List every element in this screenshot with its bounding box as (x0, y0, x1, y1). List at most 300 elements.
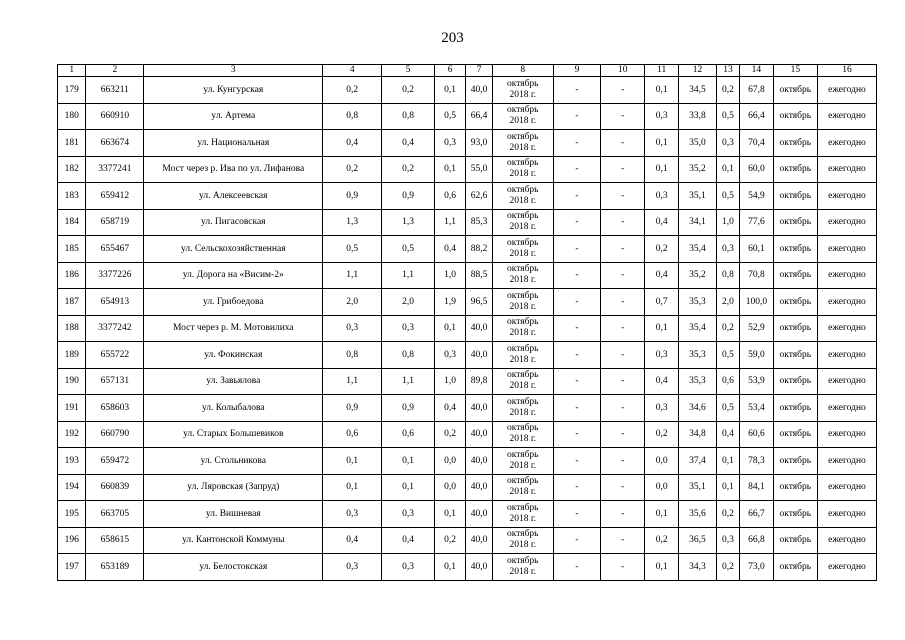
table-cell: 0,1 (716, 156, 739, 183)
table-cell: 40,0 (466, 501, 492, 528)
table-cell: ул. Алексеевская (144, 183, 323, 210)
header-cell: 14 (740, 65, 774, 77)
table-cell: 0,0 (645, 448, 679, 475)
table-cell: 1,1 (434, 209, 466, 236)
table-cell: 67,8 (740, 77, 774, 104)
table-cell: 53,9 (740, 368, 774, 395)
table-cell: 60,0 (740, 156, 774, 183)
month-label: октябрь (506, 449, 539, 460)
table-cell: 0,8 (323, 103, 382, 130)
month-label: октябрь (506, 158, 539, 169)
header-cell: 4 (323, 65, 382, 77)
table-cell: 93,0 (466, 130, 492, 157)
table-cell: 0,3 (645, 103, 679, 130)
table-cell: 192 (58, 421, 86, 448)
table-cell: 663705 (86, 501, 144, 528)
table-cell: 0,3 (382, 554, 435, 581)
table-cell: 0,9 (323, 183, 382, 210)
table-cell: 53,4 (740, 395, 774, 422)
table-cell (492, 395, 553, 422)
table-cell: - (601, 342, 645, 369)
table-row (58, 183, 877, 210)
table-cell: 0,4 (323, 130, 382, 157)
table-cell: 193 (58, 448, 86, 475)
table-cell: - (553, 103, 600, 130)
table-cell: 0,4 (645, 368, 679, 395)
year-label: 2018 г. (509, 222, 537, 233)
table-cell: - (553, 501, 600, 528)
table-cell: 34,8 (679, 421, 717, 448)
year-label: 2018 г. (509, 487, 537, 498)
table-cell: ул. Белостокская (144, 554, 323, 581)
table-cell: 0,6 (323, 421, 382, 448)
table-cell: 54,9 (740, 183, 774, 210)
month-label: октябрь (506, 502, 539, 513)
month-label: октябрь (506, 396, 539, 407)
header-cell: 16 (817, 65, 876, 77)
header-cell: 1 (58, 65, 86, 77)
table-cell: ул. Кантонской Коммуны (144, 527, 323, 554)
table-cell: 0,3 (645, 342, 679, 369)
table-cell: ежегодно (817, 501, 876, 528)
table-cell: - (553, 474, 600, 501)
table-cell: 0,1 (645, 156, 679, 183)
table-cell: 0,2 (716, 554, 739, 581)
table-cell: 35,3 (679, 342, 717, 369)
table-cell: 188 (58, 315, 86, 342)
year-label: 2018 г. (509, 407, 537, 418)
table-row (58, 103, 877, 130)
table-cell (492, 156, 553, 183)
table-cell: - (601, 368, 645, 395)
table-cell: - (553, 156, 600, 183)
table-cell: 0,6 (434, 183, 466, 210)
table-cell: 1,0 (434, 262, 466, 289)
table-cell: 663211 (86, 77, 144, 104)
table-row (58, 209, 877, 236)
table-cell: - (601, 236, 645, 263)
table-cell: 194 (58, 474, 86, 501)
header-cell: 7 (466, 65, 492, 77)
table-cell: - (601, 183, 645, 210)
table-row (58, 368, 877, 395)
table-cell: 2,0 (382, 289, 435, 316)
table-cell: 40,0 (466, 77, 492, 104)
month-label: октябрь (506, 237, 539, 248)
table-cell: 33,8 (679, 103, 717, 130)
table-cell: 52,9 (740, 315, 774, 342)
header-cell: 2 (86, 65, 144, 77)
table-cell (492, 501, 553, 528)
table-cell: - (601, 421, 645, 448)
table-cell: 40,0 (466, 342, 492, 369)
table-cell: ежегодно (817, 183, 876, 210)
table-row (58, 289, 877, 316)
table-cell: 0,5 (716, 395, 739, 422)
table-row (58, 474, 877, 501)
table-cell: 187 (58, 289, 86, 316)
table-cell: 659412 (86, 183, 144, 210)
table-cell: 40,0 (466, 554, 492, 581)
table-cell (492, 421, 553, 448)
month-label: октябрь (506, 370, 539, 381)
table-cell: - (601, 130, 645, 157)
table-cell: 0,4 (645, 209, 679, 236)
table-cell: 0,2 (434, 421, 466, 448)
table-cell: 70,8 (740, 262, 774, 289)
table-cell: - (553, 315, 600, 342)
table-cell: 2,0 (323, 289, 382, 316)
year-label: 2018 г. (509, 566, 537, 577)
table-cell: ул. Стольникова (144, 448, 323, 475)
table-cell: 658603 (86, 395, 144, 422)
table-cell: 35,3 (679, 289, 717, 316)
table-cell: 1,1 (382, 368, 435, 395)
table-cell: 3377226 (86, 262, 144, 289)
table-row (58, 156, 877, 183)
table-cell: 0,4 (382, 527, 435, 554)
table-cell: 0,1 (716, 474, 739, 501)
table-cell: - (601, 77, 645, 104)
table-cell (492, 368, 553, 395)
table-cell: 0,0 (645, 474, 679, 501)
table-cell: 0,1 (323, 448, 382, 475)
table-cell: - (553, 448, 600, 475)
table-cell: 0,2 (323, 77, 382, 104)
table-cell: - (601, 448, 645, 475)
table-cell: - (553, 130, 600, 157)
year-label: 2018 г. (509, 89, 537, 100)
month-label: октябрь (506, 317, 539, 328)
table-row (58, 262, 877, 289)
table-cell: - (553, 183, 600, 210)
table-cell: 1,1 (323, 262, 382, 289)
header-cell: 6 (434, 65, 466, 77)
table-row (58, 421, 877, 448)
table-row (58, 77, 877, 104)
table-cell: 0,0 (434, 448, 466, 475)
table-cell: 0,5 (716, 103, 739, 130)
table-cell: 657131 (86, 368, 144, 395)
table-cell: 0,1 (434, 554, 466, 581)
table-cell: - (553, 527, 600, 554)
table-cell: 66,7 (740, 501, 774, 528)
table-cell: 34,6 (679, 395, 717, 422)
table-cell: 0,3 (323, 501, 382, 528)
table-cell: 0,2 (434, 527, 466, 554)
month-label: октябрь (506, 78, 539, 89)
table-cell: ул. Старых Большевиков (144, 421, 323, 448)
table-cell: 35,3 (679, 368, 717, 395)
year-label: 2018 г. (509, 301, 537, 312)
table-cell: 0,1 (645, 501, 679, 528)
table-cell: 40,0 (466, 315, 492, 342)
table-cell: 66,8 (740, 527, 774, 554)
table-cell: ул. Вишневая (144, 501, 323, 528)
table-cell: ежегодно (817, 262, 876, 289)
table-cell: 62,6 (466, 183, 492, 210)
table-cell: - (553, 368, 600, 395)
table-cell: ежегодно (817, 448, 876, 475)
table-row (58, 527, 877, 554)
table-cell: 35,2 (679, 156, 717, 183)
table-cell (492, 554, 553, 581)
table-cell: - (553, 77, 600, 104)
table-cell: 70,4 (740, 130, 774, 157)
table-cell: 1,9 (434, 289, 466, 316)
table-cell: 0,5 (716, 342, 739, 369)
month-label: октябрь (506, 264, 539, 275)
year-label: 2018 г. (509, 275, 537, 286)
header-cell: 12 (679, 65, 717, 77)
table-cell: 0,3 (323, 315, 382, 342)
month-label: октябрь (506, 555, 539, 566)
table-cell: Мост через р. Ива по ул. Лифанова (144, 156, 323, 183)
table-cell: 35,6 (679, 501, 717, 528)
table-cell: 59,0 (740, 342, 774, 369)
table-cell: 0,1 (716, 448, 739, 475)
table-cell: 186 (58, 262, 86, 289)
table-cell: ежегодно (817, 130, 876, 157)
table-cell: октябрь (773, 554, 817, 581)
table-cell: 0,2 (323, 156, 382, 183)
table-row (58, 448, 877, 475)
month-label: октябрь (506, 211, 539, 222)
table-cell: 184 (58, 209, 86, 236)
table-cell: 1,0 (434, 368, 466, 395)
header-cell: 10 (601, 65, 645, 77)
table-cell: октябрь (773, 289, 817, 316)
table-row (58, 236, 877, 263)
table-cell: 660839 (86, 474, 144, 501)
table-cell: - (601, 315, 645, 342)
table-cell: 40,0 (466, 395, 492, 422)
table-cell: октябрь (773, 130, 817, 157)
table-cell: 183 (58, 183, 86, 210)
table-cell: 0,1 (645, 77, 679, 104)
table-cell: 73,0 (740, 554, 774, 581)
table-cell: 0,1 (434, 501, 466, 528)
table-cell: октябрь (773, 448, 817, 475)
header-cell: 3 (144, 65, 323, 77)
table-cell: 0,8 (716, 262, 739, 289)
table-cell: 0,6 (382, 421, 435, 448)
table-cell: 660910 (86, 103, 144, 130)
table-cell: ул. Завьялова (144, 368, 323, 395)
table-cell: 185 (58, 236, 86, 263)
table-cell: 40,0 (466, 527, 492, 554)
table-cell: ежегодно (817, 368, 876, 395)
table-cell: 55,0 (466, 156, 492, 183)
table-cell: ул. Фокинская (144, 342, 323, 369)
table-cell: октябрь (773, 395, 817, 422)
table-cell: 0,3 (645, 183, 679, 210)
table-cell: 0,4 (434, 236, 466, 263)
table-cell: 0,8 (323, 342, 382, 369)
header-cell: 15 (773, 65, 817, 77)
year-label: 2018 г. (509, 142, 537, 153)
table-cell: октябрь (773, 474, 817, 501)
table-cell: ежегодно (817, 554, 876, 581)
table-cell: ул. Ляровская (Запруд) (144, 474, 323, 501)
table-cell: - (553, 342, 600, 369)
header-cell: 9 (553, 65, 600, 77)
year-label: 2018 г. (509, 540, 537, 551)
header-cell: 13 (716, 65, 739, 77)
table-cell: - (553, 421, 600, 448)
table-cell (492, 183, 553, 210)
table-cell: ежегодно (817, 342, 876, 369)
table-cell: 180 (58, 103, 86, 130)
table-cell: ежегодно (817, 395, 876, 422)
year-label: 2018 г. (509, 381, 537, 392)
table-cell: 0,5 (382, 236, 435, 263)
table-cell: ежегодно (817, 474, 876, 501)
table-cell: 0,1 (382, 448, 435, 475)
table-cell: 0,2 (716, 77, 739, 104)
table-cell: ежегодно (817, 236, 876, 263)
table-cell: 1,3 (323, 209, 382, 236)
table-cell: 655467 (86, 236, 144, 263)
table-cell: 179 (58, 77, 86, 104)
table-cell: - (601, 501, 645, 528)
table-cell: - (601, 103, 645, 130)
table-cell: 0,2 (645, 527, 679, 554)
table-cell: 3377242 (86, 315, 144, 342)
table-cell: октябрь (773, 421, 817, 448)
table-cell: 196 (58, 527, 86, 554)
header-cell: 8 (492, 65, 553, 77)
table-cell: 1,0 (716, 209, 739, 236)
table-cell: ежегодно (817, 421, 876, 448)
table-cell: октябрь (773, 77, 817, 104)
table-cell: 0,1 (434, 315, 466, 342)
table-cell: 0,4 (716, 421, 739, 448)
year-label: 2018 г. (509, 248, 537, 259)
table-cell: 0,1 (645, 130, 679, 157)
table-cell: 0,1 (382, 474, 435, 501)
year-label: 2018 г. (509, 116, 537, 127)
table-cell (492, 262, 553, 289)
table-cell: 0,7 (645, 289, 679, 316)
table-cell: 40,0 (466, 474, 492, 501)
table-cell: октябрь (773, 315, 817, 342)
table-cell: 0,2 (382, 156, 435, 183)
table-cell: ул. Колыбалова (144, 395, 323, 422)
table-cell: ул. Кунгурская (144, 77, 323, 104)
table-cell: 77,6 (740, 209, 774, 236)
month-label: октябрь (506, 290, 539, 301)
table-cell: ул. Сельскохозяйственная (144, 236, 323, 263)
table-cell: - (601, 395, 645, 422)
data-table (57, 64, 877, 581)
table-cell: 1,1 (323, 368, 382, 395)
table-cell: 655722 (86, 342, 144, 369)
year-label: 2018 г. (509, 434, 537, 445)
table-cell: 0,4 (382, 130, 435, 157)
table-cell: - (553, 209, 600, 236)
table-cell: 34,5 (679, 77, 717, 104)
year-label: 2018 г. (509, 195, 537, 206)
year-label: 2018 г. (509, 169, 537, 180)
table-cell: 78,3 (740, 448, 774, 475)
table-row (58, 342, 877, 369)
header-cell: 5 (382, 65, 435, 77)
table-cell: 189 (58, 342, 86, 369)
table-row (58, 315, 877, 342)
table-cell: 36,5 (679, 527, 717, 554)
table-cell: ежегодно (817, 77, 876, 104)
table-cell: ежегодно (817, 156, 876, 183)
table-cell: октябрь (773, 183, 817, 210)
year-label: 2018 г. (509, 354, 537, 365)
table-cell: 40,0 (466, 448, 492, 475)
table-cell: 35,1 (679, 474, 717, 501)
table-cell: 88,2 (466, 236, 492, 263)
table-cell: октябрь (773, 209, 817, 236)
table-cell: 0,5 (323, 236, 382, 263)
table-cell: 0,9 (382, 395, 435, 422)
table-cell: 1,3 (382, 209, 435, 236)
table-cell: ул. Национальная (144, 130, 323, 157)
month-label: октябрь (506, 343, 539, 354)
table-cell: ул. Пигасовская (144, 209, 323, 236)
table-cell: 0,2 (716, 501, 739, 528)
table-cell: Мост через р. М. Мотовилиха (144, 315, 323, 342)
table-cell: 0,2 (382, 77, 435, 104)
table-cell: октябрь (773, 156, 817, 183)
table-cell (492, 474, 553, 501)
month-label: октябрь (506, 184, 539, 195)
table-cell: - (601, 554, 645, 581)
table-cell: 2,0 (716, 289, 739, 316)
header-cell: 11 (645, 65, 679, 77)
table-cell: 0,5 (716, 183, 739, 210)
table-header-row (58, 65, 877, 77)
table-cell (492, 77, 553, 104)
table-cell: 35,4 (679, 315, 717, 342)
table-cell: 0,3 (716, 527, 739, 554)
year-label: 2018 г. (509, 328, 537, 339)
table-cell: 0,1 (645, 554, 679, 581)
table-cell: 0,3 (323, 554, 382, 581)
table-cell (492, 342, 553, 369)
table-cell: 0,3 (382, 315, 435, 342)
table-cell: 100,0 (740, 289, 774, 316)
table-cell: 654913 (86, 289, 144, 316)
table-cell: октябрь (773, 342, 817, 369)
table-cell (492, 448, 553, 475)
table-cell: 0,8 (382, 103, 435, 130)
table-cell: ул. Артема (144, 103, 323, 130)
table-cell: октябрь (773, 103, 817, 130)
table-cell: ул. Дорога на «Висим-2» (144, 262, 323, 289)
table-cell: 66,4 (740, 103, 774, 130)
table-cell: октябрь (773, 368, 817, 395)
table-cell: ежегодно (817, 289, 876, 316)
table-cell: 35,1 (679, 183, 717, 210)
table-cell (492, 289, 553, 316)
table-cell: ежегодно (817, 315, 876, 342)
table-cell: 0,8 (382, 342, 435, 369)
year-label: 2018 г. (509, 513, 537, 524)
table-cell (492, 130, 553, 157)
table-cell: 181 (58, 130, 86, 157)
table-cell: 85,3 (466, 209, 492, 236)
table-cell: октябрь (773, 527, 817, 554)
table-cell: 34,3 (679, 554, 717, 581)
table-cell: 66,4 (466, 103, 492, 130)
